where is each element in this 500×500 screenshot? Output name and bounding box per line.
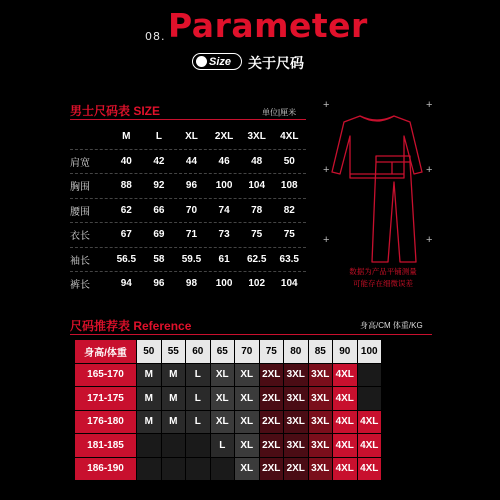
size-rec-cell: 4XL bbox=[358, 434, 382, 457]
reference-unit: 身高/CM 体重/KG bbox=[360, 321, 423, 330]
size-header-cell: 4XL bbox=[280, 131, 299, 143]
size-rec-cell: M bbox=[162, 387, 186, 410]
size-header-row bbox=[70, 125, 306, 149]
size-rec-cell: XL bbox=[211, 387, 235, 410]
weight-header-cell: 70 bbox=[235, 340, 259, 363]
section-number: 08. bbox=[145, 30, 166, 43]
size-rec-cell: M bbox=[162, 411, 186, 434]
reference-section-title: 尺码推荐表 Reference bbox=[70, 319, 192, 333]
size-value: 62 bbox=[120, 204, 132, 216]
size-value: 82 bbox=[283, 204, 295, 216]
size-value: 40 bbox=[120, 155, 132, 167]
size-rec-cell: 3XL bbox=[309, 458, 333, 481]
plus-marker-icon: + bbox=[323, 234, 330, 246]
size-rec-cell: XL bbox=[235, 458, 259, 481]
size-value: 48 bbox=[251, 155, 263, 167]
size-rec-cell bbox=[137, 458, 161, 481]
size-row-label: 衣长 bbox=[70, 231, 90, 243]
size-header-cell: M bbox=[122, 131, 131, 143]
size-badge bbox=[192, 53, 242, 70]
plus-marker-icon: + bbox=[323, 99, 330, 111]
size-rec-cell bbox=[162, 458, 186, 481]
size-value: 75 bbox=[251, 229, 263, 241]
size-rec-cell bbox=[211, 458, 235, 481]
size-value: 102 bbox=[248, 278, 266, 290]
size-row bbox=[70, 272, 306, 296]
height-row bbox=[75, 387, 381, 410]
height-label: 186-190 bbox=[75, 458, 136, 481]
corner-label: 身高/体重 bbox=[75, 340, 136, 363]
plus-marker-icon: + bbox=[426, 164, 433, 176]
size-value: 67 bbox=[120, 229, 132, 241]
size-rec-cell: 3XL bbox=[284, 364, 308, 387]
note-line: 可能存在细微误差 bbox=[353, 279, 413, 288]
size-rec-cell bbox=[358, 387, 382, 410]
weight-header-row bbox=[75, 340, 381, 363]
note-line: 数据为产品平铺测量 bbox=[349, 267, 417, 276]
size-value: 66 bbox=[153, 204, 165, 216]
size-row bbox=[70, 150, 306, 174]
size-rec-cell: XL bbox=[211, 364, 235, 387]
size-value: 61 bbox=[218, 253, 230, 265]
size-row-label: 胸围 bbox=[70, 182, 90, 194]
size-value: 94 bbox=[120, 278, 132, 290]
weight-header-cell: 60 bbox=[186, 340, 210, 363]
size-rec-cell: L bbox=[186, 387, 210, 410]
page-subtitle: 关于尺码 bbox=[248, 55, 304, 71]
size-row bbox=[70, 199, 306, 223]
size-rec-cell: 3XL bbox=[309, 411, 333, 434]
weight-header-cell: 85 bbox=[309, 340, 333, 363]
weight-header-cell: 55 bbox=[162, 340, 186, 363]
size-rec-cell: L bbox=[211, 434, 235, 457]
size-value: 44 bbox=[185, 155, 198, 167]
size-rec-cell: 2XL bbox=[260, 387, 284, 410]
size-value: 42 bbox=[153, 155, 165, 167]
size-value: 71 bbox=[185, 229, 198, 241]
size-value: 100 bbox=[215, 180, 233, 192]
size-rec-cell: XL bbox=[235, 387, 259, 410]
size-row-label: 腰围 bbox=[70, 206, 90, 218]
size-rec-cell: XL bbox=[211, 411, 235, 434]
height-label: 176-180 bbox=[75, 411, 136, 434]
size-rec-cell: 4XL bbox=[333, 434, 357, 457]
size-rec-cell: 3XL bbox=[284, 387, 308, 410]
size-badge-label: Size bbox=[209, 55, 232, 68]
weight-header-cell: 100 bbox=[358, 340, 382, 363]
size-value: 108 bbox=[280, 180, 298, 192]
size-unit: 单位|厘米 bbox=[262, 108, 297, 117]
size-rec-cell: 4XL bbox=[333, 387, 357, 410]
size-value: 88 bbox=[120, 180, 132, 192]
size-value: 58 bbox=[153, 253, 165, 265]
size-row bbox=[70, 248, 306, 272]
size-value: 96 bbox=[185, 180, 198, 192]
size-value: 78 bbox=[251, 204, 263, 216]
weight-header-cell: 65 bbox=[211, 340, 235, 363]
size-row-label: 袖长 bbox=[70, 255, 90, 267]
size-value: 96 bbox=[153, 278, 165, 290]
page-header bbox=[0, 6, 500, 76]
size-rec-cell: 3XL bbox=[309, 434, 333, 457]
size-value: 73 bbox=[218, 229, 230, 241]
size-rec-cell: XL bbox=[235, 434, 259, 457]
size-header-cell: XL bbox=[185, 131, 198, 143]
size-header-cell: 2XL bbox=[214, 131, 234, 143]
height-row bbox=[75, 364, 381, 387]
plus-marker-icon: + bbox=[426, 234, 433, 246]
size-value: 75 bbox=[283, 229, 295, 241]
size-row-label: 裤长 bbox=[70, 280, 90, 292]
size-rec-cell: 2XL bbox=[260, 458, 284, 481]
size-rec-cell: M bbox=[137, 364, 161, 387]
size-value: 104 bbox=[248, 180, 266, 192]
height-row bbox=[75, 458, 381, 481]
size-value: 59.5 bbox=[181, 253, 202, 265]
thermal-underwear-figure-icon bbox=[330, 112, 424, 272]
size-value: 69 bbox=[153, 229, 165, 241]
size-rec-cell: L bbox=[186, 411, 210, 434]
size-header-cell: L bbox=[155, 131, 162, 143]
size-rec-cell: M bbox=[137, 411, 161, 434]
size-rec-cell: 4XL bbox=[333, 364, 357, 387]
height-label: 171-175 bbox=[75, 387, 136, 410]
size-rec-cell: 2XL bbox=[260, 364, 284, 387]
size-rec-cell: L bbox=[186, 364, 210, 387]
size-rec-cell: 4XL bbox=[333, 458, 357, 481]
measurement-note bbox=[338, 266, 428, 290]
size-rec-cell bbox=[186, 434, 210, 457]
size-rec-cell: 3XL bbox=[284, 434, 308, 457]
size-rec-cell bbox=[358, 364, 382, 387]
weight-header-cell: 50 bbox=[137, 340, 161, 363]
size-rec-cell bbox=[162, 434, 186, 457]
size-rec-cell: M bbox=[162, 364, 186, 387]
size-value: 56.5 bbox=[116, 253, 137, 265]
size-rec-cell: XL bbox=[235, 411, 259, 434]
height-label: 165-170 bbox=[75, 364, 136, 387]
size-row bbox=[70, 223, 306, 247]
size-value: 98 bbox=[185, 278, 198, 290]
reference-table bbox=[74, 339, 382, 481]
height-row bbox=[75, 411, 381, 434]
size-value: 50 bbox=[283, 155, 295, 167]
size-value: 104 bbox=[280, 278, 298, 290]
page-title: Parameter bbox=[168, 6, 368, 45]
size-value: 62.5 bbox=[246, 253, 267, 265]
size-rec-cell: 4XL bbox=[358, 411, 382, 434]
size-rec-cell: XL bbox=[235, 364, 259, 387]
size-rec-cell bbox=[137, 434, 161, 457]
size-row bbox=[70, 174, 306, 198]
size-rec-cell: 4XL bbox=[358, 458, 382, 481]
size-rec-cell: 3XL bbox=[284, 411, 308, 434]
size-rec-cell: 4XL bbox=[333, 411, 357, 434]
dot-icon bbox=[196, 56, 207, 67]
height-row bbox=[75, 434, 381, 457]
size-value: 46 bbox=[218, 155, 230, 167]
size-value: 100 bbox=[215, 278, 233, 290]
size-rec-cell: 3XL bbox=[309, 387, 333, 410]
plus-marker-icon: + bbox=[426, 99, 433, 111]
size-rec-cell: 2XL bbox=[284, 458, 308, 481]
weight-header-cell: 80 bbox=[284, 340, 308, 363]
size-table bbox=[70, 125, 306, 296]
height-label: 181-185 bbox=[75, 434, 136, 457]
size-value: 92 bbox=[153, 180, 165, 192]
size-value: 74 bbox=[218, 204, 230, 216]
size-rec-cell: 2XL bbox=[260, 434, 284, 457]
size-value: 70 bbox=[185, 204, 198, 216]
plus-marker-icon: + bbox=[323, 164, 330, 176]
size-row-label: 肩宽 bbox=[70, 157, 90, 169]
divider bbox=[70, 334, 432, 335]
size-rec-cell: 2XL bbox=[260, 411, 284, 434]
size-rec-cell: 3XL bbox=[309, 364, 333, 387]
size-header-cell: 3XL bbox=[247, 131, 266, 143]
size-rec-cell bbox=[186, 458, 210, 481]
size-value: 63.5 bbox=[279, 253, 299, 265]
weight-header-cell: 75 bbox=[260, 340, 284, 363]
size-rec-cell: M bbox=[137, 387, 161, 410]
weight-header-cell: 90 bbox=[333, 340, 357, 363]
divider bbox=[70, 119, 306, 120]
size-section-title: 男士尺码表 SIZE bbox=[70, 104, 161, 118]
